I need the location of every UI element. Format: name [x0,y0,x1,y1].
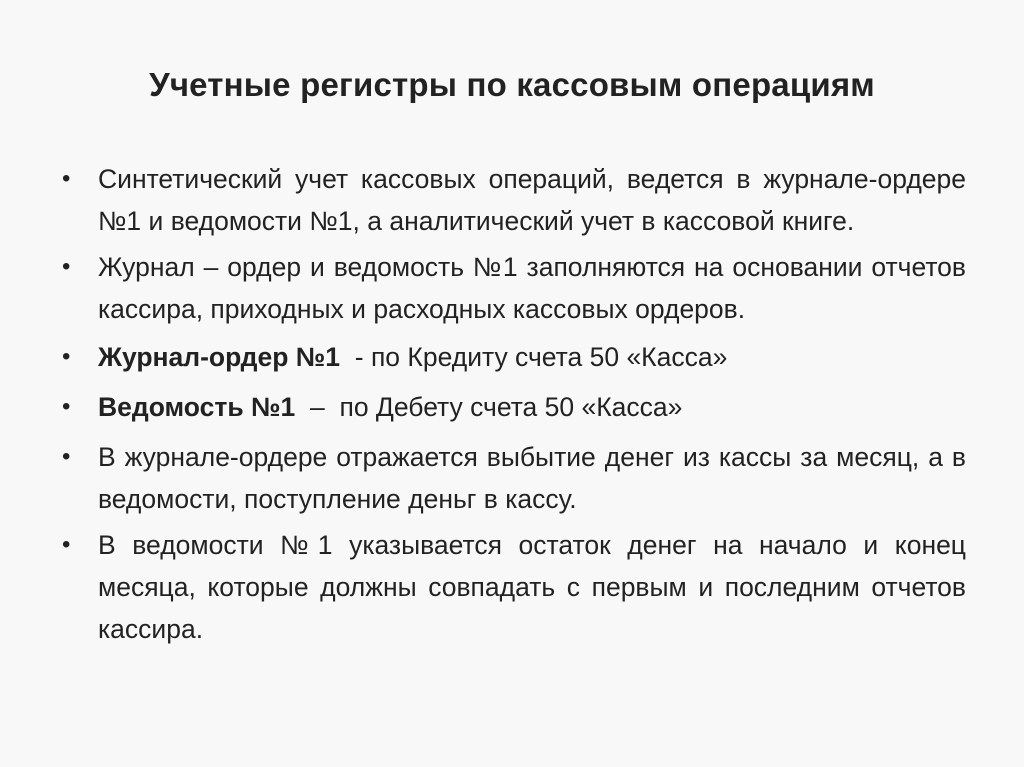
bullet-list [62,158,966,654]
bullet-item [62,246,966,330]
bullet-bold-term: Журнал-ордер №1 [98,342,341,372]
bullet-text: Журнал – ордер и ведомость №1 заполняются на основании отчетов кассира, приходных и расходных кассовых ордеров. [98,252,966,324]
bullet-bold-term: Ведомость №1 [98,392,296,422]
bullet-item [62,336,966,378]
bullet-item [62,436,966,520]
bullet-icon: • [62,393,71,420]
bullet-icon: • [62,531,71,558]
bullet-text: - по Кредиту счета 50 «Касса» [340,342,728,372]
slide-title: Учетные регистры по кассовым операциям [149,66,875,103]
bullet-text: – по Дебету счета 50 «Касса» [295,392,683,422]
bullet-item [62,524,966,650]
bullet-icon: • [62,443,71,470]
bullet-icon: • [62,165,71,192]
bullet-text: В ведомости №1 указывается остаток денег на начало и конец месяца, которые должны совпадать с первым и последним отчетов кассира. [98,530,966,644]
bullet-icon: • [62,343,71,370]
bullet-text: В журнале-ордере отражается выбытие денег из кассы за месяц, а в ведомости, поступление деньг в кассу. [98,442,966,514]
bullet-item [62,158,966,242]
bullet-item [62,386,966,428]
bullet-icon: • [62,253,71,280]
bullet-text: Синтетический учет кассовых операций, ведется в журнале-ордере №1 и ведомости №1, а аналитический учет в кассовой книге. [98,164,966,236]
